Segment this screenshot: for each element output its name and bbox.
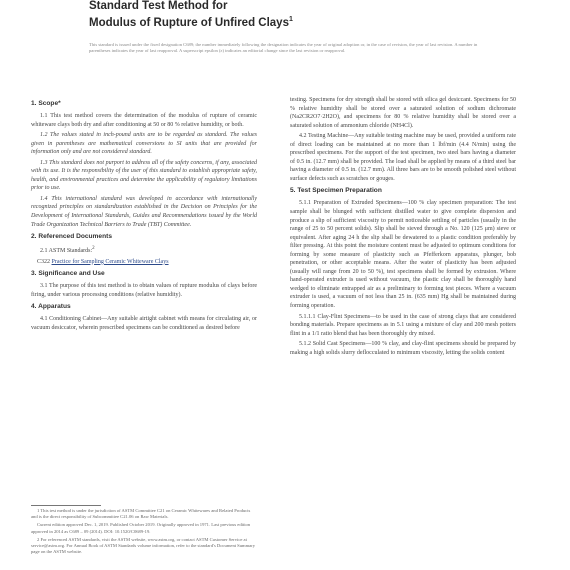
reference-link[interactable]: Practice for Sampling Ceramic Whiteware Clays [51, 258, 169, 265]
footnote-1: 1 This test method is under the jurisdiction of ASTM Committee C21 on Ceramic Whitewares and Related Products and is the direct responsibility of Subcommittee C21.06 on Raw Materials. [31, 508, 251, 520]
paragraph-3-1: 3.1 The purpose of this test method is to obtain values of rupture modulus of clays before firing, under various processing conditions (relative humidity). [31, 283, 257, 298]
title-line-2: Modulus of Rupture of Unfired Clays [89, 16, 289, 29]
paragraph-1-3: 1.3 This standard does not purport to address all of the safety concerns, if any, associated with its use. It is the responsibility of the user of this standard to establish appropriate safety, health, and environmental practices and determine the applicability of regulatory limitations prior to use. [31, 159, 257, 192]
section-heading-specimen-preparation: 5. Test Specimen Preparation [290, 187, 382, 195]
document-title [89, 0, 469, 30]
paragraph-2-1 [31, 245, 257, 256]
reference-c322[interactable] [31, 258, 257, 267]
paragraph-5-1-1-1: 5.1.1.1 Clay-Flint Specimens—to be used in the case of strong clays that are considered bonding materials. Prepare specimens as in 5.1 using a mixture of clay and 200 mesh potters flint in a 1/1 ratio blend that has been thoroughly dry mixed. [290, 313, 516, 337]
reference-code: C322 [37, 258, 51, 265]
section-heading-referenced-documents: 2. Referenced Documents [31, 233, 112, 241]
paragraph-1-1: 1.1 This test method covers the determination of the modulus of rupture of ceramic whiteware clays both dry and after conditioning at 50 or 80 % relative humidity, or both. [31, 113, 257, 128]
footnote-marker-2: 2 [92, 246, 95, 252]
section-heading-scope: 1. Scope* [31, 100, 61, 107]
left-column [31, 96, 257, 334]
title-line-1: Standard Test Method for [89, 0, 228, 12]
paragraph-5-1-1: 5.1.1 Preparation of Extruded Specimens—100 % clay specimen preparation: The test sample shall be blunged with sufficient distilled water to give complete dispersion and produce a slip of sufficient viscosity to permit noticeable settling of particles (usually in the range of 25 to 50 percent solids). Slip shall be sieved through a No. 120 (125 μm) sieve or equivalent. After aging 24 h the slip shall be dewatered to a plastic condition preferably by filter pressing. At this point the moisture content must be adjusted to optimum conditions for forming by some measure of plasticity such as Pfefferkorn apparatus, plunger, bob penetration, or other acceptable means. After the water of plasticity has been adjusted (usually will range from 20 to 50 %), test specimens shall be formed by extrusion. Where hand-operated extruder is used without vacuum, the plastic clay shall be thoroughly hand wedged to eliminate entrapped air as a preliminary to forming test pieces. Where a vacuum extruder is used, a vacuum of not less than 25 in. (635 mm) Hg shall be maintained during forming operation. [290, 200, 516, 310]
paragraph-4-2: 4.2 Testing Machine—Any suitable testing machine may be used, provided a uniform rate of direct loading can be maintained at no more than 1 lbf/min (4.4 N/min) using the prescribed specimens. For the support of the test specimen, two steel bars having a diameter of 0.5 in. (12.7 mm) shall be provided. The load shall be applied by means of a third steel bar having a diameter of 0.5 in. (12.7 mm). All three bars are to be smooth polished steel without surface defects such as scratches or gouges. [290, 133, 516, 182]
paragraph-5-1-2: 5.1.2 Solid Cast Specimens—100 % clay, and clay-flint specimens should be prepared by making a high solids slurry deflocculated to minimum viscosity, letting the solids content [290, 341, 516, 356]
astm-standards-label: 2.1 ASTM Standards: [40, 248, 93, 255]
right-column [290, 96, 516, 359]
paragraph-4-1-continued: testing. Specimens for dry strength shall be stored with silica gel desiccant. Specimens for 50 % relative humidity shall be stored over a saturated solution of sodium dichromate (Na2CR2O7·2H2O), and specimens for 80 % relative humidity shall be stored over a saturated solution of ammonium chloride (NH4Cl). [290, 97, 516, 129]
footnotes [31, 508, 257, 557]
paragraph-4-1: 4.1 Conditioning Cabinet—Any suitable airtight cabinet with means for circulating air, or vacuum desiccator, wherein prescribed specimens can be conditioned as desired before [31, 316, 257, 331]
designation-note: This standard is issued under the fixed designation C689; the number immediately following the designation indicates the year of original adoption or, in the case of revision, the year of last revision. A number in parentheses indicates the year of last reapproval. A superscript epsilon (ε) indicates an editorial change since the last revision or reapproval. [89, 42, 478, 54]
title-footnote-marker: 1 [288, 16, 293, 23]
section-heading-significance: 3. Significance and Use [31, 270, 105, 278]
paragraph-1-4: 1.4 This international standard was developed in accordance with internationally recognized principles on standardization established in the Decision on Principles for the Development of International Standards, Guides and Recommendations issued by the World Trade Organization Technical Barriers to Trade (TBT) Committee. [31, 195, 257, 228]
footnote-divider [31, 505, 101, 506]
footnote-1-edition: Current edition approved Dec. 1, 2019. Published October 2019. Originally approved in 1971. Last previous edition approved in 2014 as C689 – 09 (2014). DOI: 10.1520/C0689-19. [31, 522, 251, 534]
paragraph-1-2: 1.2 The values stated in inch-pound units are to be regarded as standard. The values given in parentheses are mathematical conversions to SI units that are provided for information only and are not considered standard. [31, 132, 257, 156]
footnote-2: 2 For referenced ASTM standards, visit the ASTM website, www.astm.org, or contact ASTM Customer Service at service@astm.org. For Annual Book of ASTM Standards volume information, refer to the standard's Document Summary page on the ASTM website. [31, 536, 256, 555]
section-heading-apparatus: 4. Apparatus [31, 303, 71, 311]
